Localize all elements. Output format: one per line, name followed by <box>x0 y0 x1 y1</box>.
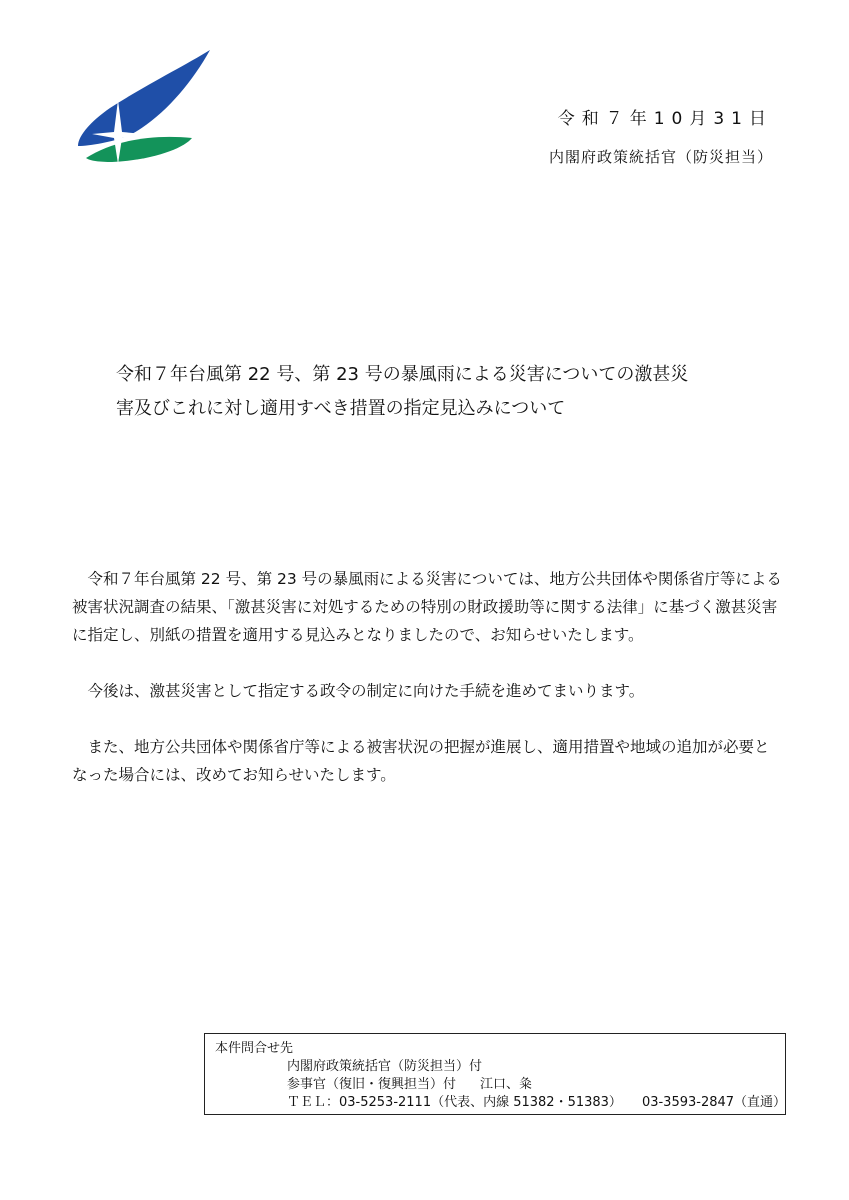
document-title <box>116 358 756 426</box>
contact-heading: 本件問合せ先 <box>215 1041 294 1056</box>
contact-tel: ＴＥＬ：03-5253-2111（代表、内線 51382・51383） <box>287 1095 622 1110</box>
contact-position: 参事官（復旧・復興担当）付 <box>287 1077 457 1092</box>
contact-box <box>204 1033 786 1115</box>
body-paragraph-1: 令和７年台風第 22 号、第 23 号の暴風雨による災害については、地方公共団体や関係省庁等による被害状況調査の結果、「激甚災害に対処するための特別の財政援助等に関する法律」に基づく激甚災害に指定し、別紙の措置を適用する見込みとなりましたので、お知らせいたします。 <box>72 570 782 644</box>
body-paragraph-2: 今後は、激甚災害として指定する政令の制定に向けた手続を進めてまいります。 <box>87 682 645 700</box>
document-body <box>72 565 784 817</box>
cabinet-office-logo-icon <box>72 48 212 170</box>
issuer-name: 内閣府政策統括官（防災担当） <box>548 148 773 166</box>
body-paragraph-3: また、地方公共団体や関係省庁等による被害状況の把握が進展し、適用措置や地域の追加が必要となった場合には、改めてお知らせいたします。 <box>72 738 770 784</box>
contact-position-row <box>215 1076 775 1094</box>
contact-staff: 江口、粂 <box>480 1077 533 1092</box>
title-line-1: 令和７年台風第 22 号、第 23 号の暴風雨による災害についての激甚災 <box>116 364 689 385</box>
title-line-2: 害及びこれに対し適用すべき措置の指定見込みについて <box>116 398 566 419</box>
contact-phone-row <box>215 1094 787 1112</box>
contact-direct: 03-3593-2847（直通） <box>641 1095 787 1110</box>
issue-date: 令和７年10月31日 <box>557 109 773 129</box>
contact-office: 内閣府政策統括官（防災担当）付 <box>287 1059 483 1074</box>
